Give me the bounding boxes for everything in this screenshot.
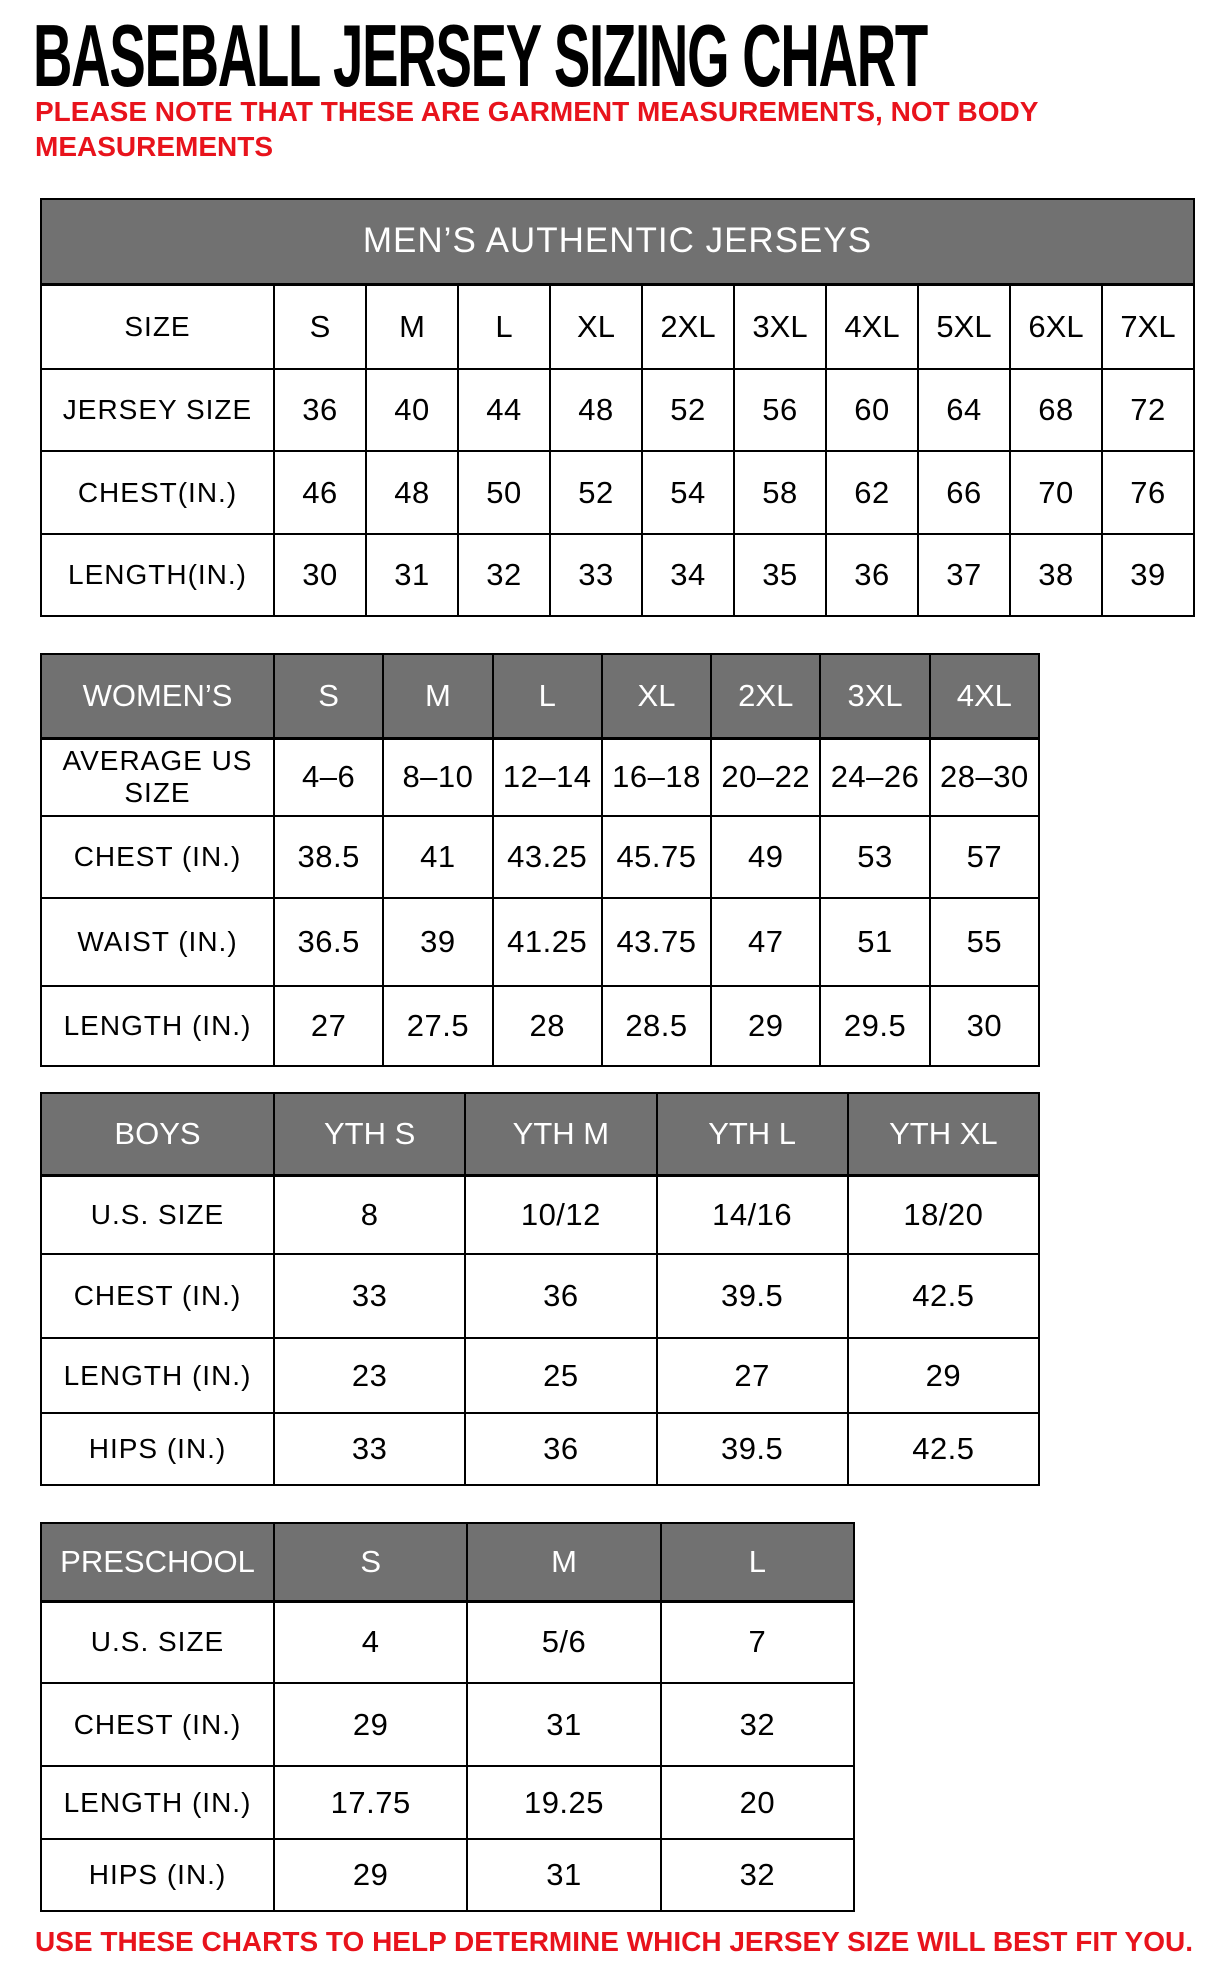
row-label: LENGTH (IN.) [41, 1338, 274, 1413]
cell-value: 35 [734, 534, 826, 616]
cell-value: 66 [918, 451, 1010, 534]
cell-value: 44 [458, 369, 550, 451]
cell-value: 23 [274, 1338, 465, 1413]
cell-value: 29 [711, 986, 820, 1066]
cell-value: 32 [661, 1683, 854, 1766]
preschool-chest-row [41, 1683, 854, 1766]
row-label: WAIST (IN.) [41, 898, 274, 986]
cell-value: 58 [734, 451, 826, 534]
cell-value: 27 [657, 1338, 848, 1413]
column-header: YTH M [465, 1093, 656, 1175]
column-header: 4XL [930, 654, 1039, 738]
cell-value: 27.5 [383, 986, 492, 1066]
cell-value: 36 [465, 1254, 656, 1338]
column-header: 5XL [918, 284, 1010, 369]
column-header: 4XL [826, 284, 918, 369]
cell-value: 14/16 [657, 1175, 848, 1254]
column-header: S [274, 654, 383, 738]
fit-advice-note: USE THESE CHARTS TO HELP DETERMINE WHICH JERSEY SIZE WILL BEST FIT YOU. [35, 1926, 1193, 1957]
cell-value: 36 [274, 369, 366, 451]
cell-value: 52 [642, 369, 734, 451]
mens-banner-row [41, 199, 1194, 284]
row-label: U.S. SIZE [41, 1601, 274, 1683]
mens-table-title: MEN’S AUTHENTIC JERSEYS [41, 199, 1194, 284]
boys-header-row [41, 1093, 1039, 1175]
cell-value: 46 [274, 451, 366, 534]
cell-value: 68 [1010, 369, 1102, 451]
column-header: YTH XL [848, 1093, 1039, 1175]
cell-value: 55 [930, 898, 1039, 986]
cell-value: 64 [918, 369, 1010, 451]
cell-value: 12–14 [493, 738, 602, 816]
womens-header-row [41, 654, 1039, 738]
boys-chest-row [41, 1254, 1039, 1338]
cell-value: 5/6 [467, 1601, 660, 1683]
note-line-2: MEASUREMENTS [35, 131, 274, 162]
cell-value: 8 [274, 1175, 465, 1254]
cell-value: 38.5 [274, 816, 383, 898]
cell-value: 41 [383, 816, 492, 898]
cell-value: 30 [274, 534, 366, 616]
cell-value: 28.5 [602, 986, 711, 1066]
preschool-header-row [41, 1523, 854, 1601]
column-header: S [274, 284, 366, 369]
cell-value: 42.5 [848, 1413, 1039, 1485]
column-header: M [366, 284, 458, 369]
cell-value: 43.25 [493, 816, 602, 898]
column-header: 7XL [1102, 284, 1194, 369]
cell-value: 52 [550, 451, 642, 534]
cell-value: 50 [458, 451, 550, 534]
cell-value: 49 [711, 816, 820, 898]
mens-sizing-table [40, 198, 1195, 617]
preschool-table-title: PRESCHOOL [41, 1523, 274, 1601]
womens-chest-row [41, 816, 1039, 898]
womens-waist-row [41, 898, 1039, 986]
boys-table-title: BOYS [41, 1093, 274, 1175]
cell-value: 36 [826, 534, 918, 616]
cell-value: 34 [642, 534, 734, 616]
cell-value: 47 [711, 898, 820, 986]
cell-value: 18/20 [848, 1175, 1039, 1254]
column-header: L [661, 1523, 854, 1601]
cell-value: 31 [366, 534, 458, 616]
page-title: BASEBALL JERSEY SIZING CHART [33, 6, 927, 105]
column-header: YTH S [274, 1093, 465, 1175]
cell-value: 39 [383, 898, 492, 986]
womens-us-size-row [41, 738, 1039, 816]
cell-value: 62 [826, 451, 918, 534]
boys-sizing-table [40, 1092, 1040, 1486]
column-header: XL [550, 284, 642, 369]
cell-value: 41.25 [493, 898, 602, 986]
cell-value: 27 [274, 986, 383, 1066]
column-header: YTH L [657, 1093, 848, 1175]
note-line-1: PLEASE NOTE THAT THESE ARE GARMENT MEASUREMENTS, NOT BODY [35, 96, 1039, 127]
row-label: CHEST(IN.) [41, 451, 274, 534]
row-label: HIPS (IN.) [41, 1413, 274, 1485]
preschool-hips-row [41, 1839, 854, 1911]
cell-value: 57 [930, 816, 1039, 898]
cell-value: 39.5 [657, 1254, 848, 1338]
column-header: XL [602, 654, 711, 738]
cell-value: 54 [642, 451, 734, 534]
row-label: AVERAGE US SIZE [41, 738, 274, 816]
cell-value: 48 [550, 369, 642, 451]
cell-value: 31 [467, 1683, 660, 1766]
cell-value: 60 [826, 369, 918, 451]
column-header: M [467, 1523, 660, 1601]
cell-value: 38 [1010, 534, 1102, 616]
column-header: L [493, 654, 602, 738]
cell-value: 76 [1102, 451, 1194, 534]
column-header: 3XL [820, 654, 929, 738]
row-label: LENGTH(IN.) [41, 534, 274, 616]
cell-value: 70 [1010, 451, 1102, 534]
row-label: LENGTH (IN.) [41, 1766, 274, 1839]
row-label: CHEST (IN.) [41, 1683, 274, 1766]
preschool-sizing-table [40, 1522, 855, 1912]
cell-value: 53 [820, 816, 929, 898]
preschool-us-size-row [41, 1601, 854, 1683]
cell-value: 20 [661, 1766, 854, 1839]
cell-value: 72 [1102, 369, 1194, 451]
cell-value: 19.25 [467, 1766, 660, 1839]
cell-value: 45.75 [602, 816, 711, 898]
cell-value: 33 [274, 1413, 465, 1485]
cell-value: 8–10 [383, 738, 492, 816]
cell-value: 17.75 [274, 1766, 467, 1839]
boys-us-size-row [41, 1175, 1039, 1254]
cell-value: 36 [465, 1413, 656, 1485]
cell-value: 16–18 [602, 738, 711, 816]
row-label: LENGTH (IN.) [41, 986, 274, 1066]
mens-jersey-size-row [41, 369, 1194, 451]
cell-value: 4 [274, 1601, 467, 1683]
cell-value: 29 [274, 1683, 467, 1766]
preschool-length-row [41, 1766, 854, 1839]
row-label: CHEST (IN.) [41, 816, 274, 898]
mens-length-row [41, 534, 1194, 616]
row-label: U.S. SIZE [41, 1175, 274, 1254]
cell-value: 29 [848, 1338, 1039, 1413]
row-label: CHEST (IN.) [41, 1254, 274, 1338]
womens-length-row [41, 986, 1039, 1066]
cell-value: 20–22 [711, 738, 820, 816]
column-header: 3XL [734, 284, 826, 369]
cell-value: 31 [467, 1839, 660, 1911]
cell-value: 51 [820, 898, 929, 986]
mens-size-header-row [41, 284, 1194, 369]
column-header: L [458, 284, 550, 369]
cell-value: 7 [661, 1601, 854, 1683]
column-header: M [383, 654, 492, 738]
cell-value: 43.75 [602, 898, 711, 986]
cell-value: 32 [661, 1839, 854, 1911]
cell-value: 39.5 [657, 1413, 848, 1485]
cell-value: 4–6 [274, 738, 383, 816]
cell-value: 28 [493, 986, 602, 1066]
cell-value: 39 [1102, 534, 1194, 616]
cell-value: 32 [458, 534, 550, 616]
row-label: JERSEY SIZE [41, 369, 274, 451]
cell-value: 24–26 [820, 738, 929, 816]
column-header: 2XL [642, 284, 734, 369]
column-header: 2XL [711, 654, 820, 738]
cell-value: 33 [550, 534, 642, 616]
boys-hips-row [41, 1413, 1039, 1485]
cell-value: 29 [274, 1839, 467, 1911]
row-label: SIZE [41, 284, 274, 369]
cell-value: 42.5 [848, 1254, 1039, 1338]
cell-value: 28–30 [930, 738, 1039, 816]
cell-value: 37 [918, 534, 1010, 616]
boys-length-row [41, 1338, 1039, 1413]
womens-table-title: WOMEN’S [41, 654, 274, 738]
cell-value: 29.5 [820, 986, 929, 1066]
cell-value: 36.5 [274, 898, 383, 986]
womens-sizing-table [40, 653, 1040, 1067]
cell-value: 40 [366, 369, 458, 451]
mens-chest-row [41, 451, 1194, 534]
garment-measurements-note [35, 94, 1038, 164]
cell-value: 56 [734, 369, 826, 451]
cell-value: 10/12 [465, 1175, 656, 1254]
cell-value: 48 [366, 451, 458, 534]
column-header: S [274, 1523, 467, 1601]
row-label: HIPS (IN.) [41, 1839, 274, 1911]
cell-value: 30 [930, 986, 1039, 1066]
cell-value: 25 [465, 1338, 656, 1413]
cell-value: 33 [274, 1254, 465, 1338]
column-header: 6XL [1010, 284, 1102, 369]
